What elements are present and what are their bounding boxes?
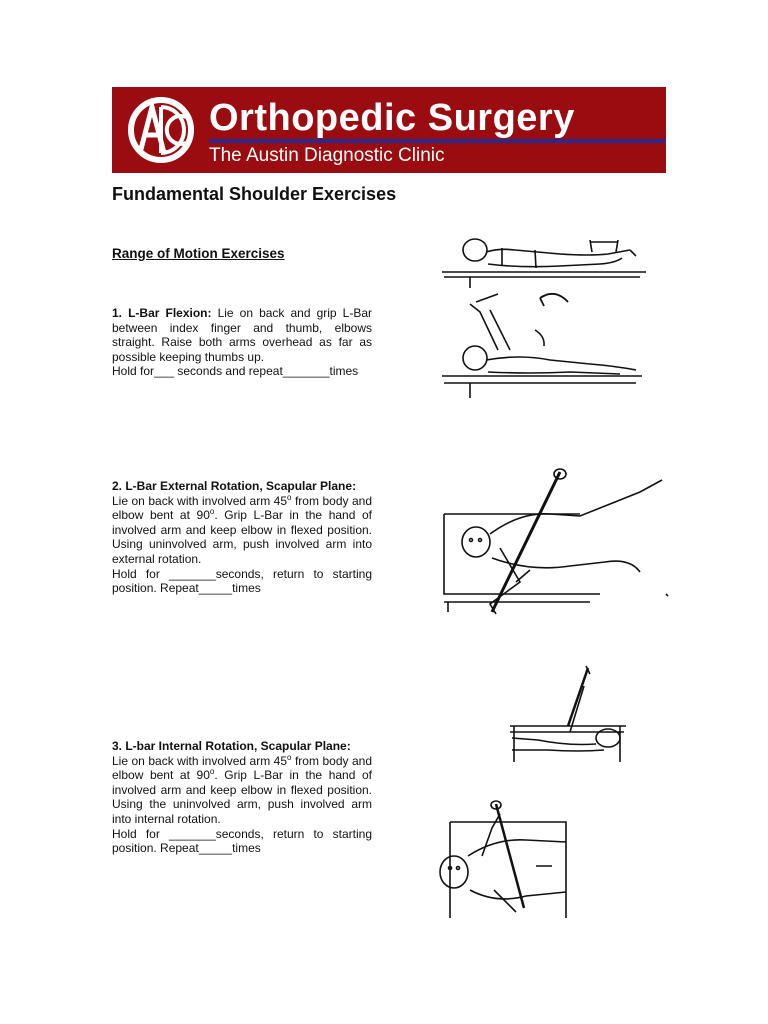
document-title: Fundamental Shoulder Exercises bbox=[112, 184, 397, 204]
flexion-raised-illustration bbox=[440, 288, 645, 408]
exercise-2-text-b: from body and elbow bent at 90 bbox=[112, 493, 372, 523]
exercise-2-text-a: Lie on back with involved arm 45 bbox=[112, 493, 288, 508]
flexion-start-illustration bbox=[440, 230, 650, 290]
external-rotation-illustration bbox=[440, 462, 670, 622]
exercise-3-description bbox=[112, 754, 372, 827]
exercise-3-text-a: Lie on back with involved arm 45 bbox=[112, 753, 288, 768]
adc-logo bbox=[126, 95, 196, 170]
exercise-2-hold-line: Hold for _______seconds, return to starting position. Repeat_____times bbox=[112, 566, 372, 596]
internal-rotation-side-illustration bbox=[508, 662, 628, 762]
exercise-2-text-c: . Grip L-Bar in the hand of involved arm and keep elbow in flexed position. Using uninvolved arm, push involved arm into external rotation. bbox=[112, 508, 372, 566]
header-banner bbox=[112, 87, 666, 173]
exercise-3 bbox=[112, 739, 372, 856]
banner-title: Orthopedic Surgery bbox=[209, 97, 575, 139]
exercise-2-name: 2. L-Bar External Rotation, Scapular Plane: bbox=[112, 479, 357, 493]
exercise-1-hold-line: Hold for___ seconds and repeat_______times bbox=[112, 364, 359, 379]
exercise-3-text-c: . Grip L-Bar in the hand of involved arm and keep elbow in flexed position. Using the uninvolved arm, push involved arm into internal rotation. bbox=[112, 768, 372, 826]
exercise-3-hold-line: Hold for _______seconds, return to starting position. Repeat_____times bbox=[112, 826, 372, 856]
exercise-3-degree-b: o bbox=[209, 767, 215, 777]
exercise-1-text: Lie on back and grip L-Bar between index finger and thumb, elbows straight. Raise both arms overhead as far as possible keeping thumbs up. bbox=[112, 306, 373, 364]
banner-rule bbox=[209, 139, 666, 143]
exercise-1 bbox=[112, 306, 372, 379]
exercise-1-name: 1. L-Bar Flexion: bbox=[112, 306, 212, 320]
exercise-1-description bbox=[112, 306, 372, 364]
exercise-3-name: 3. L-bar Internal Rotation, Scapular Plane: bbox=[112, 739, 351, 753]
exercise-3-degree-a: o bbox=[287, 752, 292, 762]
banner-subtitle: The Austin Diagnostic Clinic bbox=[209, 145, 445, 166]
exercise-3-text-b: from body and elbow bent at 90 bbox=[112, 753, 372, 783]
internal-rotation-top-illustration bbox=[436, 796, 572, 920]
exercise-2-degree-b: o bbox=[209, 507, 215, 517]
exercise-2 bbox=[112, 479, 372, 596]
section-heading: Range of Motion Exercises bbox=[112, 246, 285, 261]
exercise-2-description bbox=[112, 494, 372, 567]
exercise-2-degree-a: o bbox=[287, 492, 292, 502]
adc-logo-mark bbox=[126, 95, 196, 165]
